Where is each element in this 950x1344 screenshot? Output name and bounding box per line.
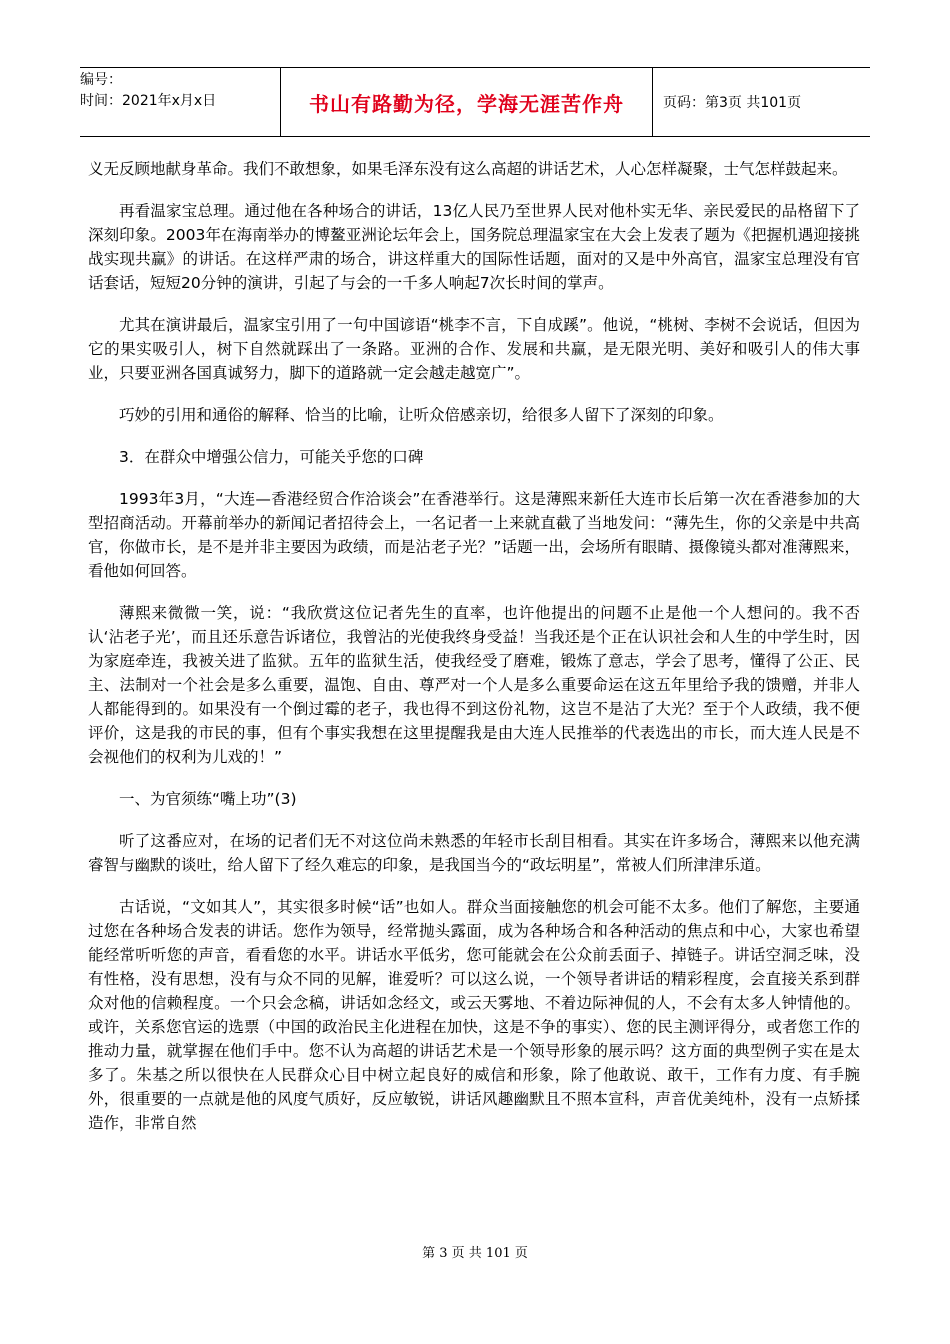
page-footer: 第 3 页 共 101 页 bbox=[422, 1246, 528, 1261]
header-motto-cell bbox=[281, 68, 653, 136]
paragraph: 古话说，“文如其人”，其实很多时候“话”也如人。群众当面接触您的机会可能不太多。他们了解您，主要通过您在各种场合发表的讲话。您作为领导，经常抛头露面，成为各种场合和各种活动的焦点和中心，大家也希望能经常听听您的声音，看看您的水平。讲话水平低劣，您可能就会在公众前丢面子、掉链子。讲话空洞乏味，没有性格，没有思想，没有与众不同的见解，谁爱听？可以这么说，一个领导者讲话的精彩程度，会直接关系到群众对他的信赖程度。一个只会念稿，讲话如念经文，或云天雾地、不着边际神侃的人，不会有太多人钟情他的。或许，关系您官运的选票（中国的政治民主化进程在加快，这是不争的事实）、您的民主测评得分，或者您工作的推动力量，就掌握在他们手中。您不认为高超的讲话艺术是一个领导形象的展示吗？这方面的典型例子实在是太多了。朱基之所以很快在人民群众心目中树立起良好的威信和形象，除了他敢说、敢干，工作有力度、有手腕外，很重要的一点就是他的风度气质好，反应敏锐，讲话风趣幽默且不照本宣科，声音优美纯朴，没有一点矫揉造作，非常自然 bbox=[88, 898, 860, 1132]
document-body bbox=[88, 157, 860, 1153]
paragraph: 尤其在演讲最后，温家宝引用了一句中国谚语“桃李不言，下自成蹊”。他说，“桃树、李树不会说话，但因为它的果实吸引人，树下自然就踩出了一条路。亚洲的合作、发展和共赢，是无限光明、美好和吸引人的伟大事业，只要亚洲各国真诚努力，脚下的道路就一定会越走越宽广”。 bbox=[88, 316, 860, 382]
document-date: 时间：2021年x月x日 bbox=[80, 93, 217, 109]
paragraph: 听了这番应对，在场的记者们无不对这位尚未熟悉的年轻市长刮目相看。其实在许多场合，薄熙来以他充满睿智与幽默的谈吐，给人留下了经久难忘的印象，是我国当今的“政坛明星”，常被人们所津津乐道。 bbox=[88, 832, 860, 874]
paragraph: 薄熙来微微一笑，说：“我欣赏这位记者先生的直率，也许他提出的问题不止是他一个人想问的。我不否认‘沾老子光’，而且还乐意告诉诸位，我曾沾的光使我终身受益！当我还是个正在认识社会和人生的中学生时，因为家庭牵连，我被关进了监狱。五年的监狱生活，使我经受了磨难，锻炼了意志，学会了思考，懂得了公正、民主、法制对一个社会是多么重要，温饱、自由、尊严对一个人是多么重要命运在这五年里给予我的馈赠，并非人人都能得到的。如果没有一个倒过霉的老子，我也得不到这份礼物，这岂不是沾了大光？至于个人政绩，我不便评价，这是我的市民的事，但有个事实我想在这里提醒我是由大连人民推举的代表选出的市长，而大连人民是不会视他们的权利为儿戏的！” bbox=[88, 604, 860, 766]
paragraph: 再看温家宝总理。通过他在各种场合的讲话，13亿人民乃至世界人民对他朴实无华、亲民爱民的品格留下了深刻印象。2003年在海南举办的博鳌亚洲论坛年会上，国务院总理温家宝在大会上发表了题为《把握机遇迎接挑战实现共赢》的讲话。在这样严肃的场合，讲这样重大的国际性话题，面对的又是中外高官，温家宝总理没有官话套话，短短20分钟的演讲，引起了与会的一千多人响起7次长时间的掌声。 bbox=[88, 202, 860, 292]
header-page-info: 页码：第3页 共101页 bbox=[663, 95, 802, 111]
section-heading: 3．在群众中增强公信力，可能关乎您的口碑 bbox=[119, 448, 424, 466]
header-motto: 书山有路勤为径，学海无涯苦作舟 bbox=[309, 91, 624, 116]
section-heading: 一、为官须练“嘴上功”(3) bbox=[119, 790, 297, 808]
paragraph: 1993年3月，“大连—香港经贸合作洽谈会”在香港举行。这是薄熙来新任大连市长后第一次在香港参加的大型招商活动。开幕前举办的新闻记者招待会上，一名记者一上来就直截了当地发问：“薄先生，你的父亲是中共高官，你做市长，是不是并非主要因为政绩，而是沾老子光？”话题一出，会场所有眼睛、摄像镜头都对准薄熙来，看他如何回答。 bbox=[88, 490, 860, 580]
page-header bbox=[80, 67, 870, 137]
paragraph: 义无反顾地献身革命。我们不敢想象，如果毛泽东没有这么高超的讲话艺术，人心怎样凝聚，士气怎样鼓起来。 bbox=[88, 160, 848, 178]
header-meta bbox=[80, 68, 281, 136]
paragraph: 巧妙的引用和通俗的解释、恰当的比喻，让听众倍感亲切，给很多人留下了深刻的印象。 bbox=[119, 406, 724, 424]
header-page-info-cell bbox=[653, 68, 870, 136]
document-number-label: 编号： bbox=[80, 72, 122, 88]
